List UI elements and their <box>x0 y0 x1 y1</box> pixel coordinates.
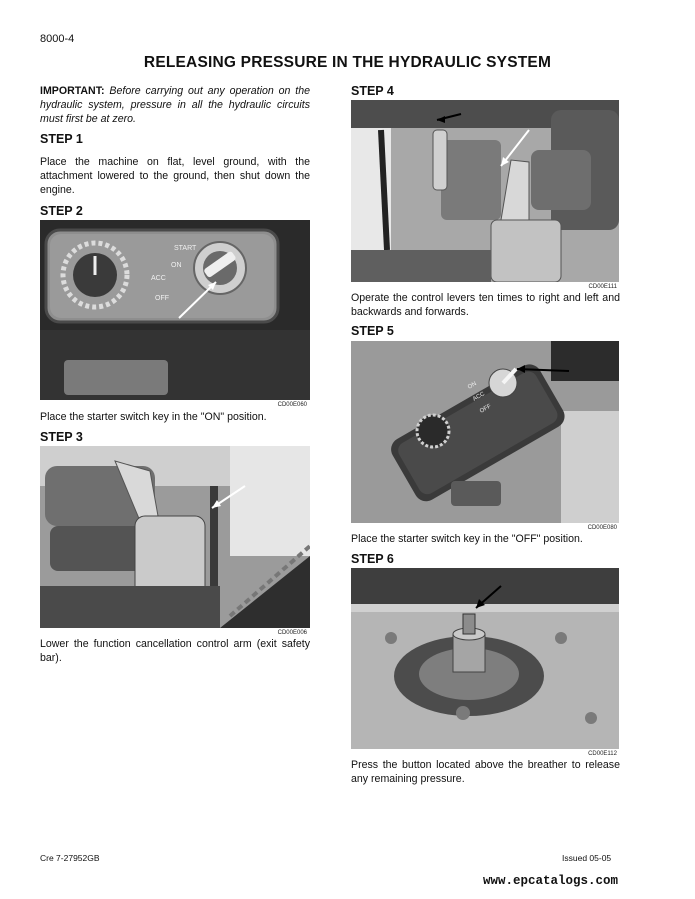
label-on-5: ON <box>467 381 478 391</box>
step-2-heading: STEP 2 <box>40 204 83 218</box>
step-3-caption: Lower the function cancellation control arm (exit safety bar). <box>40 638 310 664</box>
step-3-code: CD00E006 <box>277 630 307 636</box>
footer-issue-date: Issued 05-05 <box>562 853 612 863</box>
step-4-heading: STEP 4 <box>351 84 394 98</box>
page-number: 8000-4 <box>40 33 75 45</box>
step-2-photo <box>40 220 310 400</box>
step-1-text: Place the machine on flat, level ground, with the attachment lowered to the ground, then shut down the engine. <box>40 156 310 196</box>
step-4-code: CD00E111 <box>588 284 617 290</box>
step-6-heading: STEP 6 <box>351 552 394 566</box>
step-2-caption: Place the starter switch key in the "ON" position. <box>40 411 267 423</box>
important-label: IMPORTANT: <box>40 85 105 97</box>
step-6-caption: Press the button located above the breather to release any remaining pressure. <box>351 759 620 785</box>
footer-website-link[interactable]: www.epcatalogs.com <box>483 874 619 888</box>
step-3-photo <box>40 446 310 628</box>
label-acc: ACC <box>151 275 166 282</box>
important-note <box>40 84 310 126</box>
step-2-code: CD00E060 <box>277 402 307 408</box>
step-4-caption: Operate the control levers ten times to right and left and backwards and forwards. <box>351 292 620 318</box>
step-6-code: CD00E112 <box>588 751 617 757</box>
label-off: OFF <box>155 295 169 302</box>
label-off-5: OFF <box>479 403 493 415</box>
label-on: ON <box>171 262 182 269</box>
important-text: Before carrying out any operation on the hydraulic system, pressure in all the hydraulic circuits must first be at zero. <box>40 85 310 125</box>
step-6-photo <box>351 568 619 749</box>
label-acc-5: ACC <box>472 391 486 403</box>
step-3-heading: STEP 3 <box>40 430 83 444</box>
step-5-heading: STEP 5 <box>351 324 394 338</box>
step-5-code: CD00E080 <box>587 525 617 531</box>
page-title: RELEASING PRESSURE IN THE HYDRAULIC SYSTEM <box>143 54 552 71</box>
step-4-photo <box>351 100 619 282</box>
label-start: START <box>174 245 197 252</box>
step-5-photo <box>351 341 619 523</box>
step-1-heading: STEP 1 <box>40 132 83 146</box>
footer-document-code: Cre 7-27952GB <box>40 853 100 863</box>
step-5-caption: Place the starter switch key in the "OFF" position. <box>351 533 583 545</box>
